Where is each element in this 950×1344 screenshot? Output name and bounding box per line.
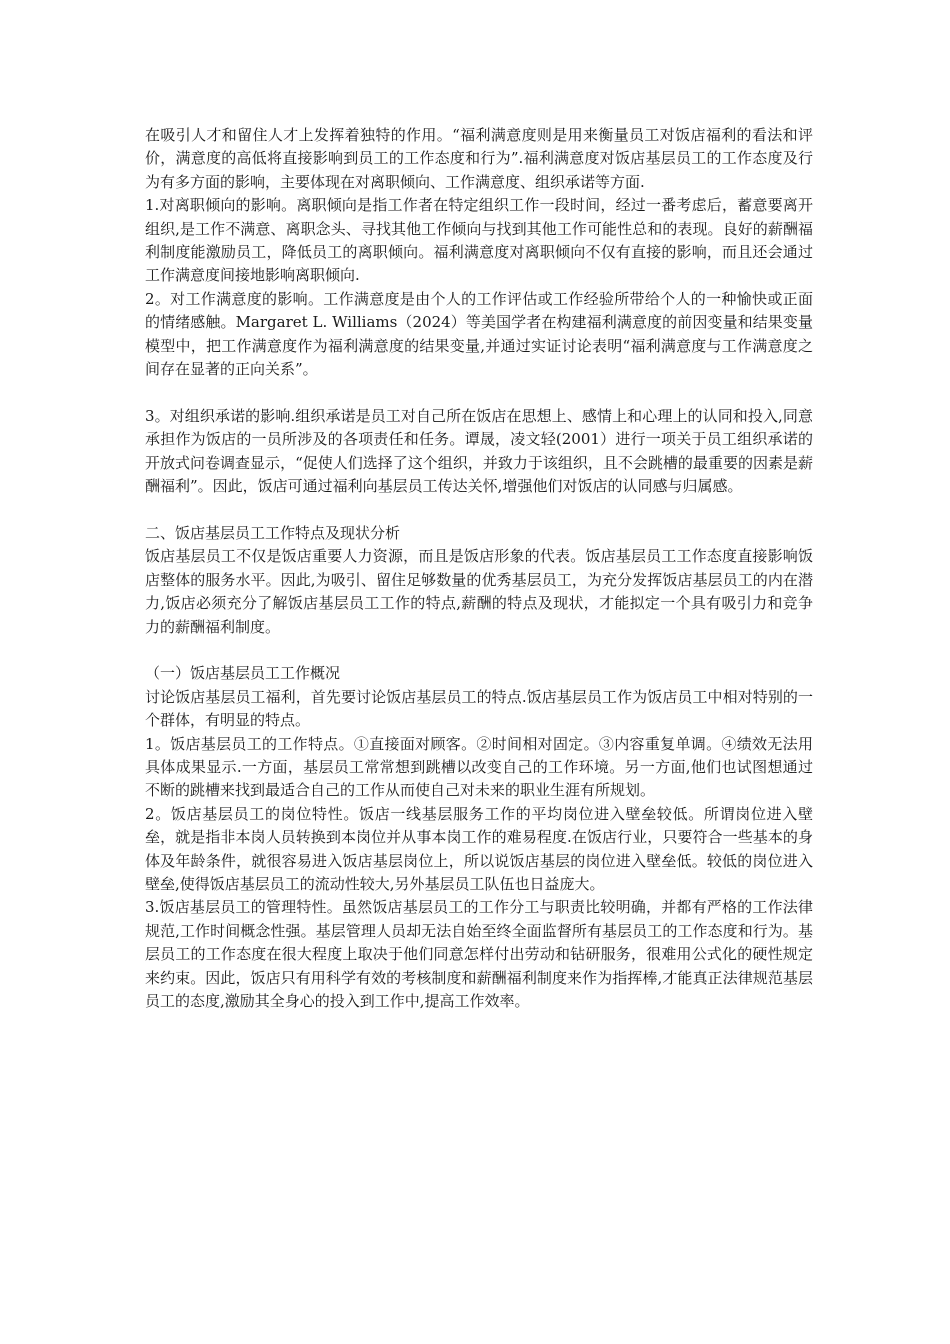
paragraph-section-2-intro: 饭店基层员工不仅是饭店重要人力资源，而且是饭店形象的代表。饭店基层员工工作态度直接影响饭店整体的服务水平。因此,为吸引、留住足够数量的优秀基层员工，为充分发挥饭店基层员工的内在潜力,饭店必须充分了解饭店基层员工工作的特点,薪酬的特点及现状，才能拟定一个具有吸引力和竞争力的薪酬福利制度。 (145, 547, 813, 636)
paragraph-spacer (145, 639, 813, 662)
paragraph-position-characteristics: 2。饭店基层员工的岗位特性。饭店一线基层服务工作的平均岗位进入壁垒较低。所谓岗位进入壁垒，就是指非本岗人员转换到本岗位并从事本岗工作的难易程度.在饭店行业，只要符合一些基本的身体及年龄条件，就很容易进入饭店基层岗位上，所以说饭店基层的岗位进入壁垒低。较低的岗位进入壁垒,使得饭店基层员工的流动性较大,另外基层员工队伍也日益庞大。 (145, 804, 813, 893)
paragraph-subsection-intro: 讨论饭店基层员工福利，首先要讨论饭店基层员工的特点.饭店基层员工作为饭店员工中相对特别的一个群体，有明显的特点。 (145, 687, 813, 730)
section-heading-2: 二、饭店基层员工工作特点及现状分析 (145, 523, 401, 542)
paragraph-turnover-intention: 1.对离职倾向的影响。离职倾向是指工作者在特定组织工作一段时间，经过一番考虑后，蓄意要离开组织,是工作不满意、离职念头、寻找其他工作倾向与找到其他工作可能性总和的表现。良好的薪酬福利制度能激励员工，降低员工的离职倾向。福利满意度对离职倾向不仅有直接的影响，而且还会通过工作满意度间接地影响离职倾向. (145, 196, 813, 285)
document-body (145, 124, 813, 1013)
paragraph-organizational-commitment: 3。对组织承诺的影响.组织承诺是员工对自己所在饭店在思想上、感情上和心理上的认同和投入,同意承担作为饭店的一员所涉及的各项责任和任务。谭晟，凌文轻(2001）进行一项关于员工组织承诺的开放式问卷调查显示，“促使人们选择了这个组织，并致力于该组织，且不会跳槽的最重要的因素是薪酬福利”。因此，饭店可通过福利向基层员工传达关怀,增强他们对饭店的认同感与归属感。 (145, 406, 813, 496)
paragraph-intro: 在吸引人才和留住人才上发挥着独特的作用。“福利满意度则是用来衡量员工对饭店福利的看法和评价，满意度的高低将直接影响到员工的工作态度和行为”.福利满意度对饭店基层员工的工作态度及行为有多方面的影响，主要体现在对离职倾向、工作满意度、组织承诺等方面. (145, 126, 813, 191)
subsection-heading-1: （一）饭店基层员工工作概况 (145, 664, 341, 683)
paragraph-management-characteristics: 3.饭店基层员工的管理特性。虽然饭店基层员工的工作分工与职责比较明确，并都有严格的工作法律规范,工作时间概念性强。基层管理人员却无法自始至终全面监督所有基层员工的工作态度和行为。基层员工的工作态度在很大程度上取决于他们同意怎样付出劳动和钻研服务，很难用公式化的硬性规定来约束。因此，饭店只有用科学有效的考核制度和薪酬福利制度来作为指挥棒,才能真正法律规范基层员工的态度,激励其全身心的投入到工作中,提高工作效率。 (145, 898, 813, 1010)
paragraph-job-satisfaction: 2。对工作满意度的影响。工作满意度是由个人的工作评估或工作经验所带给个人的一种愉快或正面的情绪感触。Margaret L. Williams（2024）等美国学者在构建福利满意度的前因变量和结果变量模型中，把工作满意度作为福利满意度的结果变量,并通过实证讨论表明“福利满意度与工作满意度之间存在显著的正向关系”。 (145, 289, 813, 379)
paragraph-work-characteristics: 1。饭店基层员工的工作特点。①直接面对顾客。②时间相对固定。③内容重复单调。④绩效无法用具体成果显示.一方面，基层员工常常想到跳槽以改变自己的工作环境。另一方面,他们也试图想通过不断的跳槽来找到最适合自己的工作从而使自己对未来的职业生涯有所规划。 (145, 734, 813, 800)
paragraph-spacer (145, 498, 813, 521)
paragraph-spacer (145, 381, 813, 404)
